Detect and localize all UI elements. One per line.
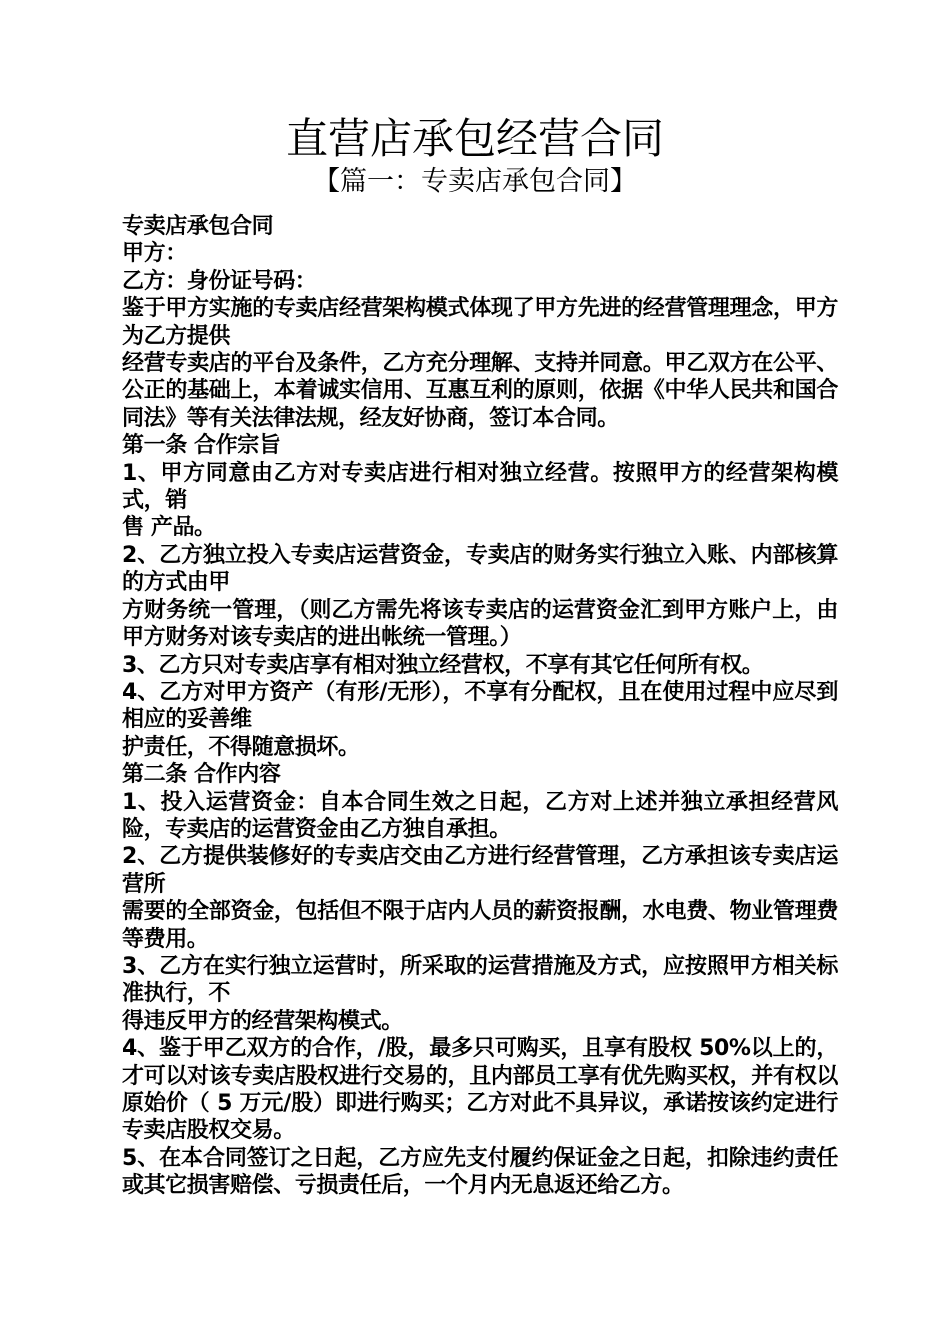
article-1-clause-2: 2、乙方独立投入专卖店运营资金，专卖店的财务实行独立入账、内部核算的方式由甲 — [122, 542, 838, 596]
article-2-clause-4: 4、鉴于甲乙双方的合作，/股，最多只可购买，且享有股权 50%以上的，才可以对该专卖店股权进行交易的，且内部员工享有优先购买权，并有权以原始价（ 5 万元/股）即进行购买；乙方对此不具异议，承诺按该约定进行专卖店股权交易。 — [122, 1036, 838, 1144]
article-1-clause-4-continuation: 护责任，不得随意损坏。 — [122, 734, 360, 760]
article-1-clause-1-continuation: 售 产品。 — [122, 515, 216, 541]
party-b-line: 乙方：身份证号码： — [122, 268, 317, 294]
document-title: 直营店承包经营合同 — [285, 114, 664, 163]
article-2-clause-1: 1、投入运营资金：自本合同生效之日起，乙方对上述并独立承担经营风险，专卖店的运营资金由乙方独自承担。 — [122, 789, 838, 842]
article-2-clause-2-continuation: 需要的全部资金，包括但不限于店内人员的薪资报酬，水电费、物业管理费等费用。 — [122, 899, 838, 952]
contract-heading: 专卖店承包合同 — [122, 214, 274, 239]
article-1-clause-1: 1、甲方同意由乙方对专卖店进行相对独立经营。按照甲方的经营架构模式，销 — [122, 460, 838, 514]
article-2-clause-3: 3、乙方在实行独立运营时，所采取的运营措施及方式，应按照甲方相关标准执行，不 — [122, 953, 838, 1007]
preamble-continuation: 经营专卖店的平台及条件，乙方充分理解、支持并同意。甲乙双方在公平、公正的基础上，本着诚实信用、互惠互利的原则，依据《中华人民共和国合同法》等有关法律法规，经友好协商，签订本合同。 — [122, 351, 838, 431]
article-1-clause-4: 4、乙方对甲方资产（有形/无形），不享有分配权，且在使用过程中应尽到相应的妥善维 — [122, 679, 838, 733]
article-1-clause-3: 3、乙方只对专卖店享有相对独立经营权，不享有其它任何所有权。 — [122, 652, 764, 678]
article-2-clause-2: 2、乙方提供装修好的专卖店交由乙方进行经营管理，乙方承担该专卖店运营所 — [122, 844, 838, 897]
article-1-heading: 第一条 合作宗旨 — [122, 433, 281, 459]
article-2-heading: 第二条 合作内容 — [122, 762, 281, 788]
document-subtitle: 【篇一：专卖店承包合同】 — [313, 166, 637, 197]
article-2-clause-5: 5、在本合同签订之日起，乙方应先支付履约保证金之日起，扣除违约责任或其它损害赔偿、亏损责任后，一个月内无息返还给乙方。 — [122, 1145, 838, 1199]
article-1-clause-2-continuation: 方财务统一管理，（则乙方需先将该专卖店的运营资金汇到甲方账户上，由甲方财务对该专卖店的进出帐统一管理。） — [122, 597, 838, 651]
party-a-line: 甲方： — [122, 241, 187, 267]
contract-body — [116, 213, 838, 1200]
preamble-paragraph: 鉴于甲方实施的专卖店经营架构模式体现了甲方先进的经营管理理念，甲方为乙方提供 — [122, 296, 838, 349]
article-2-clause-3-continuation: 得违反甲方的经营架构模式。 — [122, 1008, 403, 1034]
